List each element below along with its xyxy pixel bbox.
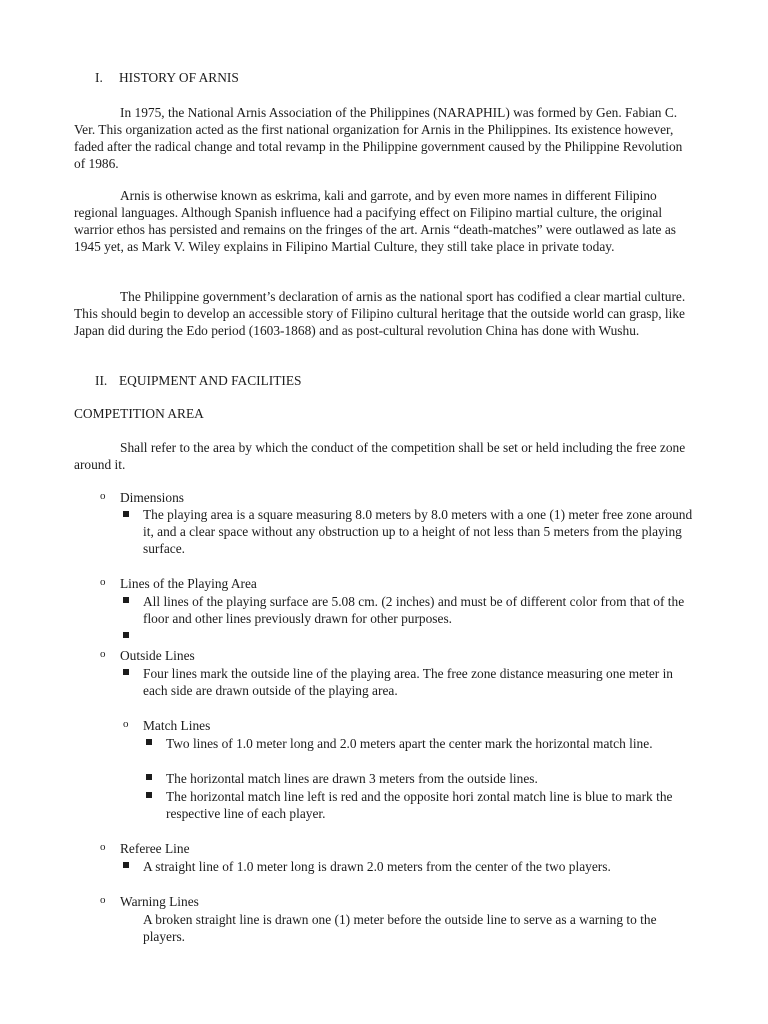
warning-lines-title: Warning Lines — [120, 894, 199, 909]
section-heading-history — [95, 69, 239, 86]
competition-area-heading: COMPETITION AREA — [74, 406, 204, 421]
hollow-bullet-icon: o — [100, 894, 106, 906]
match-lines-item-3: The horizontal match line left is red and the opposite hori zontal match line is blue to mark the respective line of each player. — [166, 789, 673, 821]
history-paragraph-3: The Philippine government’s declaration of arnis as the national sport has codified a clear martial culture. This should begin to develop an accessible story of Filipino cultural heritage that the outside world can grasp, like Japan did during the Edo period (1603-1868) and as post-cultural revolution China has done with Wushu. — [74, 289, 686, 338]
square-bullet-icon — [123, 669, 129, 675]
hollow-bullet-icon: o — [100, 576, 106, 588]
outside-lines-item: Four lines mark the outside line of the playing area. The free zone distance measuring one meter in each side are drawn outside of the playing area. — [143, 666, 673, 698]
referee-line-title: Referee Line — [120, 841, 190, 856]
match-lines-item-2: The horizontal match lines are drawn 3 meters from the outside lines. — [166, 771, 538, 786]
history-paragraph-1: In 1975, the National Arnis Association of the Philippines (NARAPHIL) was formed by Gen. Fabian C. Ver. This organization acted as the first national organization for Arnis in the Philippines. Its existence however, faded after the radical change and total revamp in the Philippine government caused by the Philippine Revolution of 1986. — [74, 105, 683, 171]
square-bullet-icon — [146, 739, 152, 745]
dimensions-item: The playing area is a square measuring 8.0 meters by 8.0 meters with a one (1) meter free zone around it, and a clear space without any obstruction up to a height of not less than 5 meters from the playing surface. — [143, 507, 693, 556]
referee-line-item: A straight line of 1.0 meter long is drawn 2.0 meters from the center of the two players. — [143, 859, 611, 874]
section-title: HISTORY OF ARNIS — [119, 70, 239, 85]
square-bullet-icon — [123, 632, 129, 638]
section-heading-equipment — [95, 372, 302, 389]
square-bullet-icon — [146, 774, 152, 780]
competition-area-intro: Shall refer to the area by which the conduct of the competition shall be set or held including the free zone around it. — [74, 440, 686, 472]
section-number: I. — [95, 70, 103, 85]
square-bullet-icon — [123, 511, 129, 517]
outside-lines-title: Outside Lines — [120, 648, 195, 663]
warning-lines-text: A broken straight line is drawn one (1) meter before the outside line to serve as a warning to the players. — [143, 912, 657, 944]
hollow-bullet-icon: o — [123, 718, 129, 730]
match-lines-title: Match Lines — [143, 718, 211, 733]
section-title: EQUIPMENT AND FACILITIES — [119, 373, 302, 388]
match-lines-item-1: Two lines of 1.0 meter long and 2.0 meters apart the center mark the horizontal match line. — [166, 736, 653, 751]
section-number: II. — [95, 373, 108, 388]
square-bullet-icon — [123, 862, 129, 868]
lines-of-playing-area-item: All lines of the playing surface are 5.08 cm. (2 inches) and must be of different color from that of the floor and other lines previously drawn for other purposes. — [143, 594, 685, 626]
history-paragraph-2: Arnis is otherwise known as eskrima, kali and garrote, and by even more names in different Filipino regional languages. Although Spanish influence had a pacifying effect on Filipino martial culture, the original warrior ethos has persisted and remains on the fringes of the art. Arnis “death-matches” were outlawed as late as 1945 yet, as Mark V. Wiley explains in Filipino Martial Culture, they still take place in private today. — [74, 188, 676, 254]
lines-of-playing-area-title: Lines of the Playing Area — [120, 576, 257, 591]
hollow-bullet-icon: o — [100, 490, 106, 502]
square-bullet-icon — [123, 597, 129, 603]
hollow-bullet-icon: o — [100, 841, 106, 853]
hollow-bullet-icon: o — [100, 648, 106, 660]
dimensions-title: Dimensions — [120, 490, 184, 505]
square-bullet-icon — [146, 792, 152, 798]
